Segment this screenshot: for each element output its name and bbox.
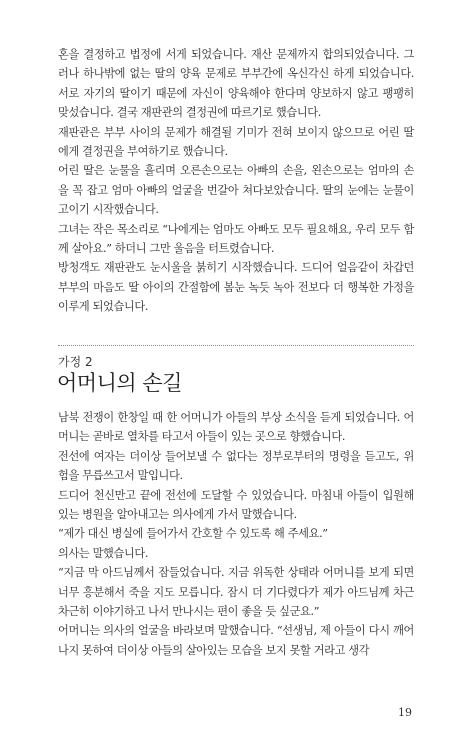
paragraph: “지금 막 아드님께서 잠들었습니다. 지금 위독한 상태라 어머니를 보게 되면 너무 흥분해서 죽을 지도 모릅니다. 잠시 더 기다렸다가 제가 아드님께 차근차근히 이야기하고 나서 만나시는 편이 좋을 듯 싶군요.” (58, 566, 414, 619)
story-continuation (58, 45, 414, 317)
paragraph: 혼을 결정하고 법정에 서게 되었습니다. 재산 문제까지 합의되었습니다. 그러나 하나밖에 없는 딸의 양육 문제로 부부간에 옥신각신 하게 되었습니다. 서로 자기의 딸이기 때문에 자신이 양육해야 한다며 양보하지 않고 팽팽히 맞섰습니다. 결국 재판관의 결정권에 따르기로 했습니다. (58, 48, 414, 120)
paragraph: “제가 대신 병실에 들어가서 간호할 수 있도록 해 주세요.” (58, 527, 328, 541)
paragraph: 남북 전쟁이 한창일 때 한 어머니가 아들의 부상 소식을 듣게 되었습니다. 어머니는 곧바로 열차를 타고서 아들이 있는 곳으로 향했습니다. (58, 411, 414, 444)
chapter-label: 가정 2 (58, 355, 93, 369)
paragraph: 그녀는 작은 목소리로 “나에게는 엄마도 아빠도 모두 필요해요, 우리 모두 함께 살아요.” 하더니 그만 울음을 터트렸습니다. (58, 222, 414, 256)
paragraph: 어머니는 의사의 얼굴을 바라보며 말했습니다. “선생님, 제 아들이 다시 깨어나지 못하여 더이상 아들의 살아있는 모습을 보지 못할 거라고 생각 (58, 624, 414, 657)
chapter-body (58, 408, 414, 660)
paragraph: 의사는 말했습니다. (58, 546, 149, 560)
page-number: 19 (398, 706, 412, 719)
section-divider (58, 345, 414, 346)
paragraph: 재판관은 부부 사이의 문제가 해결될 기미가 전혀 보이지 않으므로 어린 딸에게 결정권을 부여하기로 했습니다. (58, 125, 414, 159)
paragraph: 전선에 여자는 더이상 들어보낼 수 없다는 정부로부터의 명령을 듣고도, 위험을 무릅쓰고서 말입니다. (58, 449, 414, 483)
paragraph: 어린 딸은 눈물을 흘리며 오른손으로는 아빠의 손을, 왼손으로는 엄마의 손을 꼭 잡고 엄마 아빠의 얼굴을 번갈아 쳐다보았습니다. 딸의 눈에는 눈물이 고이기 시작했습니다. (58, 164, 414, 217)
chapter-title: 어머니의 손길 (57, 371, 182, 395)
paragraph: 방청객도 재판관도 눈시울을 붉히기 시작했습니다. 드디어 얼음같이 차갑던 부부의 마음도 딸 아이의 간절함에 봄눈 녹듯 녹아 전보다 더 행복한 가정을 이루게 되었습니다. (58, 261, 414, 314)
paragraph: 드디어 천신만고 끝에 전선에 도달할 수 있었습니다. 마침내 아들이 입원해 있는 병원을 알아내고는 의사에게 가서 말했습니다. (58, 488, 414, 522)
